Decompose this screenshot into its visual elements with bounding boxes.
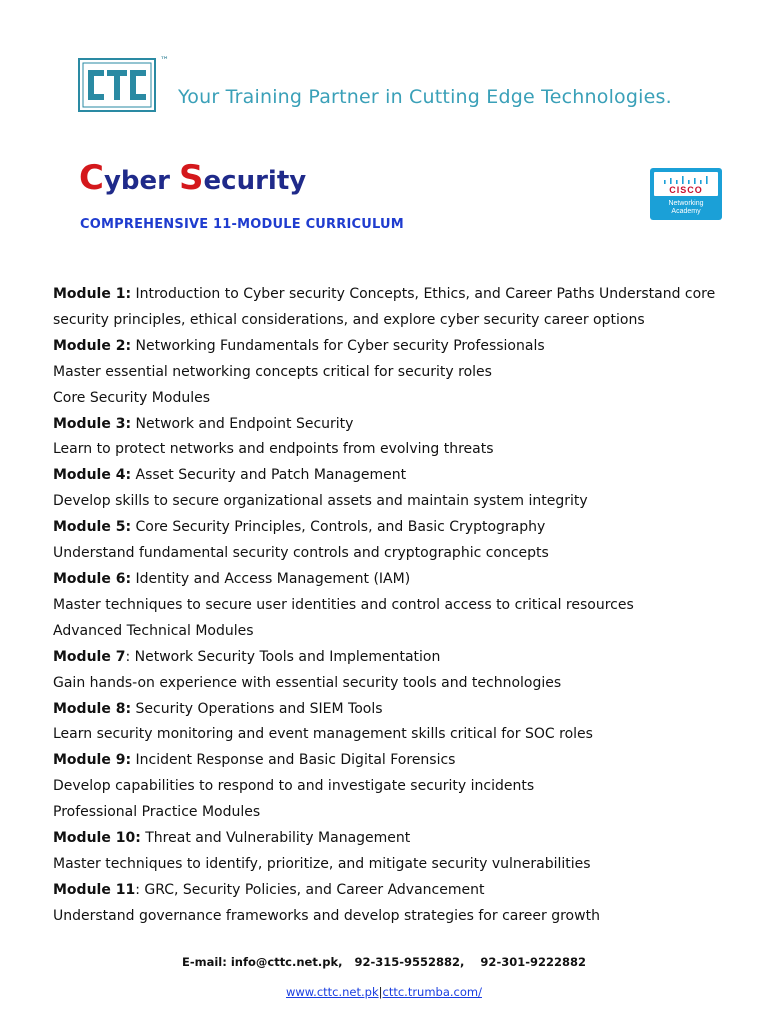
module-text-line [53,489,753,515]
module-text: security principles, ethical considerations, and explore cyber security career options [53,311,645,328]
module-text: Asset Security and Patch Management [131,467,407,484]
module-text: Network and Endpoint Security [131,415,354,432]
module-text: Gain hands-on experience with essential security tools and technologies [53,674,562,691]
module-heading-line [53,826,753,852]
module-text: Threat and Vulnerability Management [140,830,411,847]
module-text-line [53,852,753,878]
curriculum-subtitle: COMPREHENSIVE 11-MODULE CURRICULUM [80,217,404,232]
module-label: Module 10: [53,830,141,847]
website-link[interactable]: www.cttc.net.pk [286,985,379,999]
title-rest-2: ecurity [203,166,307,196]
ctc-logo [78,58,156,112]
module-text: Identity and Access Management (IAM) [131,570,411,587]
module-text-line [53,437,753,463]
cisco-logo-area [654,172,718,196]
module-text-line [53,619,753,645]
module-label: Module 7 [53,648,126,665]
module-text: Develop skills to secure organizational assets and maintain system integrity [53,493,588,510]
module-text: Professional Practice Modules [53,804,261,821]
module-label: Module 9: [53,752,132,769]
module-label: Module 2: [53,337,132,354]
module-text-line [53,800,753,826]
cisco-bars-icon [662,175,710,185]
module-text: Networking Fundamentals for Cyber security Professionals [131,337,545,354]
footer-links [0,985,768,999]
module-text: Incident Response and Basic Digital Forensics [131,752,456,769]
module-text: Learn security monitoring and event management skills critical for SOC roles [53,726,593,743]
module-text-line [53,904,753,930]
trademark-symbol: ™ [160,56,169,66]
title-c-letter: C [79,158,104,198]
module-text: Core Security Principles, Controls, and Basic Cryptography [131,519,546,536]
module-heading-line [53,463,753,489]
module-text-line [53,386,753,412]
module-text-line [53,593,753,619]
module-text-line [53,722,753,748]
module-heading-line [53,334,753,360]
module-heading-line [53,697,753,723]
page-title [79,158,306,198]
cisco-wordmark: CISCO [669,185,703,195]
tagline: Your Training Partner in Cutting Edge Technologies. [178,86,672,108]
module-heading-line [53,645,753,671]
module-text: Understand governance frameworks and develop strategies for career growth [53,907,600,924]
module-label: Module 4: [53,467,132,484]
header [78,56,728,116]
module-label: Module 1: [53,286,132,302]
module-text: Master techniques to secure user identities and control access to critical resources [53,596,634,613]
module-text: Learn to protect networks and endpoints from evolving threats [53,441,494,458]
cisco-badge-line-2: Academy [671,208,701,215]
trumba-link[interactable]: cttc.trumba.com/ [382,985,482,999]
module-heading-line [53,878,753,904]
module-label: Module 6: [53,570,132,587]
module-text: Develop capabilities to respond to and investigate security incidents [53,778,535,795]
module-text: Understand fundamental security controls and cryptographic concepts [53,545,549,562]
module-text-line [53,360,753,386]
module-text: Master essential networking concepts critical for security roles [53,363,492,380]
module-text-line [53,541,753,567]
title-s-letter: S [179,158,204,198]
title-rest-1: yber [103,166,180,196]
module-label: Module 11 [53,881,136,898]
cisco-badge-line-1: Networking [668,200,704,207]
module-text-line [53,308,753,334]
module-heading-line [53,567,753,593]
module-heading-line [53,515,753,541]
footer-contact: E-mail: info@cttc.net.pk, 92-315-9552882, 92-301-9222882 [181,955,587,969]
module-text-line [53,671,753,697]
module-text: Master techniques to identify, prioritize, and mitigate security vulnerabilities [53,855,591,872]
module-text: Core Security Modules [53,389,210,406]
module-text: : GRC, Security Policies, and Career Advancement [135,881,485,898]
module-text: : Network Security Tools and Implementation [125,648,441,665]
module-list [53,282,753,930]
link-separator: | [378,985,383,999]
module-text: Security Operations and SIEM Tools [131,700,383,717]
module-text: Advanced Technical Modules [53,622,254,639]
module-label: Module 3: [53,415,132,432]
module-heading-line [53,282,753,308]
module-heading-line [53,748,753,774]
module-heading-line [53,412,753,438]
module-label: Module 5: [53,519,132,536]
cisco-academy-badge [650,168,722,220]
module-text-line [53,774,753,800]
module-text: Introduction to Cyber security Concepts, Ethics, and Career Paths Understand core [131,286,716,302]
module-label: Module 8: [53,700,132,717]
